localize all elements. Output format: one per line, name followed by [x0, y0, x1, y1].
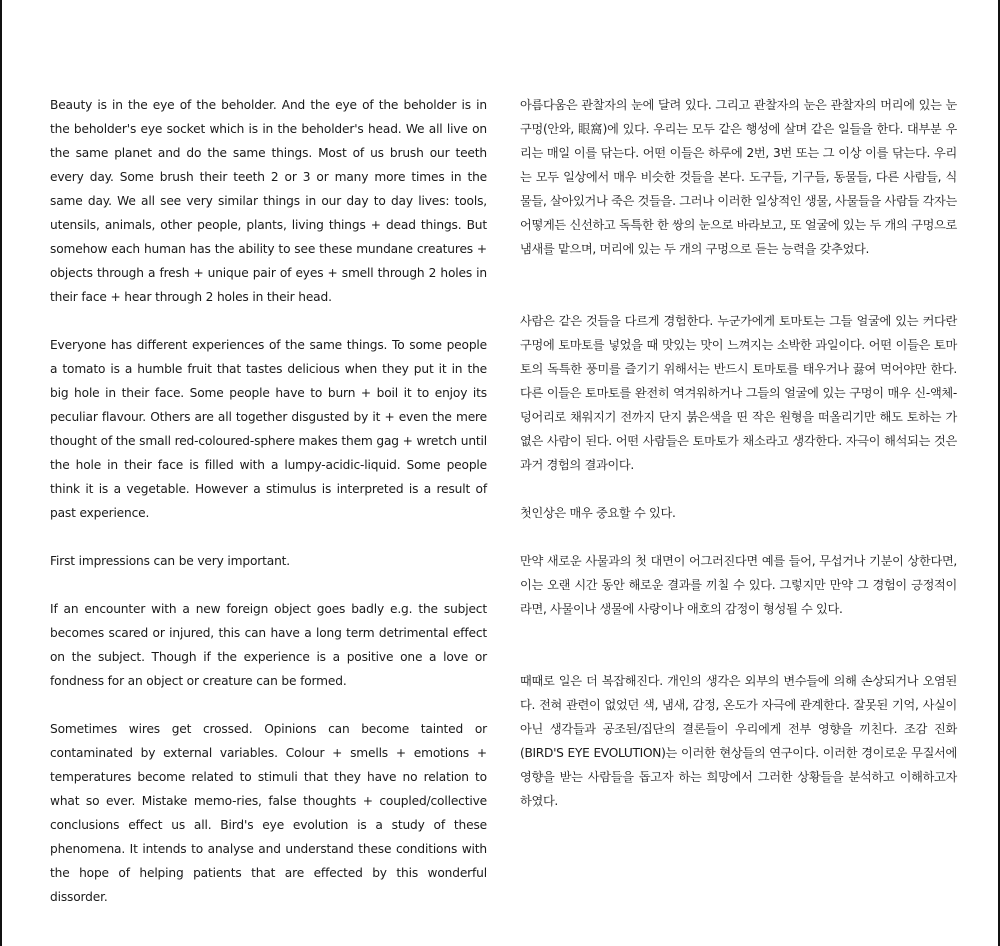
korean-paragraph-first-impressions: 첫인상은 매우 중요할 수 있다.	[520, 506, 676, 520]
korean-paragraph-tomato: 사람은 같은 것들을 다르게 경험한다. 누군가에게 토마토는 그들 얼굴에 있는 커다란 구멍에 토마토를 넣었을 때 맛있는 맛이 느껴지는 소박한 과일이다. 어떤 이들은 토마토의 독특한 풍미를 즐기기 위해서는 반드시 토마토를 태우거나 끓여 먹어야만 한다. 다른 이들은 토마토를 완전히 역겨워하거나 그들의 얼굴에 있는 구멍이 매우 신-액체-덩어리로 채워지기 전까지 단지 붉은색을 띤 작은 원형을 떠올리기만 해도 토하는 가엾은 사람이 된다. 어떤 사람들은 토마토가 채소라고 생각한다. 자극이 해석되는 것은 과거 경험의 결과이다.	[520, 314, 957, 472]
english-paragraph-beauty: Beauty is in the eye of the beholder. And the eye of the beholder is in the beholder's eye socket which is in the beholder's head. We all live on the same planet and do the same things. Most of us brush our teeth every day. Some brush their teeth 2 or 3 or many more times in the same day. We all see very similar things in our day to day lives: tools, utensils, animals, other people, plants, living things + dead things. But somehow each human has the ability to see these mundane creatures + objects through a fresh + unique pair of eyes + smell through 2 holes in their face + hear through 2 holes in their head.	[50, 98, 487, 304]
korean-paragraph-encounter: 만약 새로운 사물과의 첫 대면이 어그러진다면 예를 들어, 무섭거나 기분이 상한다면, 이는 오랜 시간 동안 해로운 결과를 끼칠 수 있다. 그렇지만 만약 그 경험이 긍정적이라면, 사물이나 생물에 사랑이나 애호의 감정이 형성될 수 있다.	[520, 554, 957, 616]
korean-paragraph-beauty: 아름다움은 관찰자의 눈에 달려 있다. 그리고 관찰자의 눈은 관찰자의 머리에 있는 눈구멍(안와, 眼窩)에 있다. 우리는 모두 같은 행성에 살며 같은 일들을 한다. 대부분 우리는 매일 이를 닦는다. 어떤 이들은 하루에 2번, 3번 또는 그 이상 이를 닦는다. 우리는 모두 일상에서 매우 비슷한 것들을 본다. 도구들, 기구들, 동물들, 다른 사람들, 식물들, 살아있거나 죽은 것들을. 그러나 이러한 일상적인 생물, 사물들을 사람들 각자는 어떻게든 신선하고 독특한 한 쌍의 눈으로 바라보고, 또 얼굴에 있는 두 개의 구멍으로 냄새를 맡으며, 머리에 있는 두 개의 구멍으로 듣는 능력을 갖추었다.	[520, 98, 957, 256]
english-text-column	[50, 93, 487, 909]
korean-text-column	[520, 93, 957, 813]
english-paragraph-tomato: Everyone has different experiences of the same things. To some people a tomato is a humble fruit that tastes delicious when they put it in the big hole in their face. Some people have to burn + boil it to enjoy its peculiar flavour. Others are all together disgusted by it + even the mere thought of the small red-coloured-sphere makes them gag + wretch until the hole in their face is filled with a lumpy-acidic-liquid. Some people think it is a vegetable. However a stimulus is interpreted is a result of past experience.	[50, 338, 487, 520]
korean-paragraph-wires-crossed: 때때로 일은 더 복잡해진다. 개인의 생각은 외부의 변수들에 의해 손상되거나 오염된다. 전혀 관련이 없었던 색, 냄새, 감정, 온도가 자극에 관계한다. 잘못된 기억, 사실이 아닌 생각들과 공조된/집단의 결론들이 우리에게 전부 영향을 끼친다. 조감 진화(BIRD'S EYE EVOLUTION)는 이러한 현상들의 연구이다. 이러한 경이로운 무질서에 영향을 받는 사람들을 돕고자 하는 희망에서 그러한 상황들을 분석하고 이해하고자 하였다.	[520, 674, 957, 808]
english-paragraph-first-impressions: First impressions can be very important.	[50, 554, 291, 568]
english-paragraph-wires-crossed: Sometimes wires get crossed. Opinions can become tainted or contaminated by external variables. Colour + smells + emotions + temperatures become related to stimuli that they have no relation to what so ever. Mistake memo-ries, false thoughts + coupled/collective conclusions effect us all. Bird's eye evolution is a study of these phenomena. It intends to analyse and understand these conditions with the hope of helping patients that are effected by this wonderful dissorder.	[50, 722, 487, 904]
english-paragraph-encounter: If an encounter with a new foreign object goes badly e.g. the subject becomes scared or injured, this can have a long term detrimental effect on the subject. Though if the experience is a positive one a love or fondness for an object or creature can be formed.	[50, 602, 487, 688]
